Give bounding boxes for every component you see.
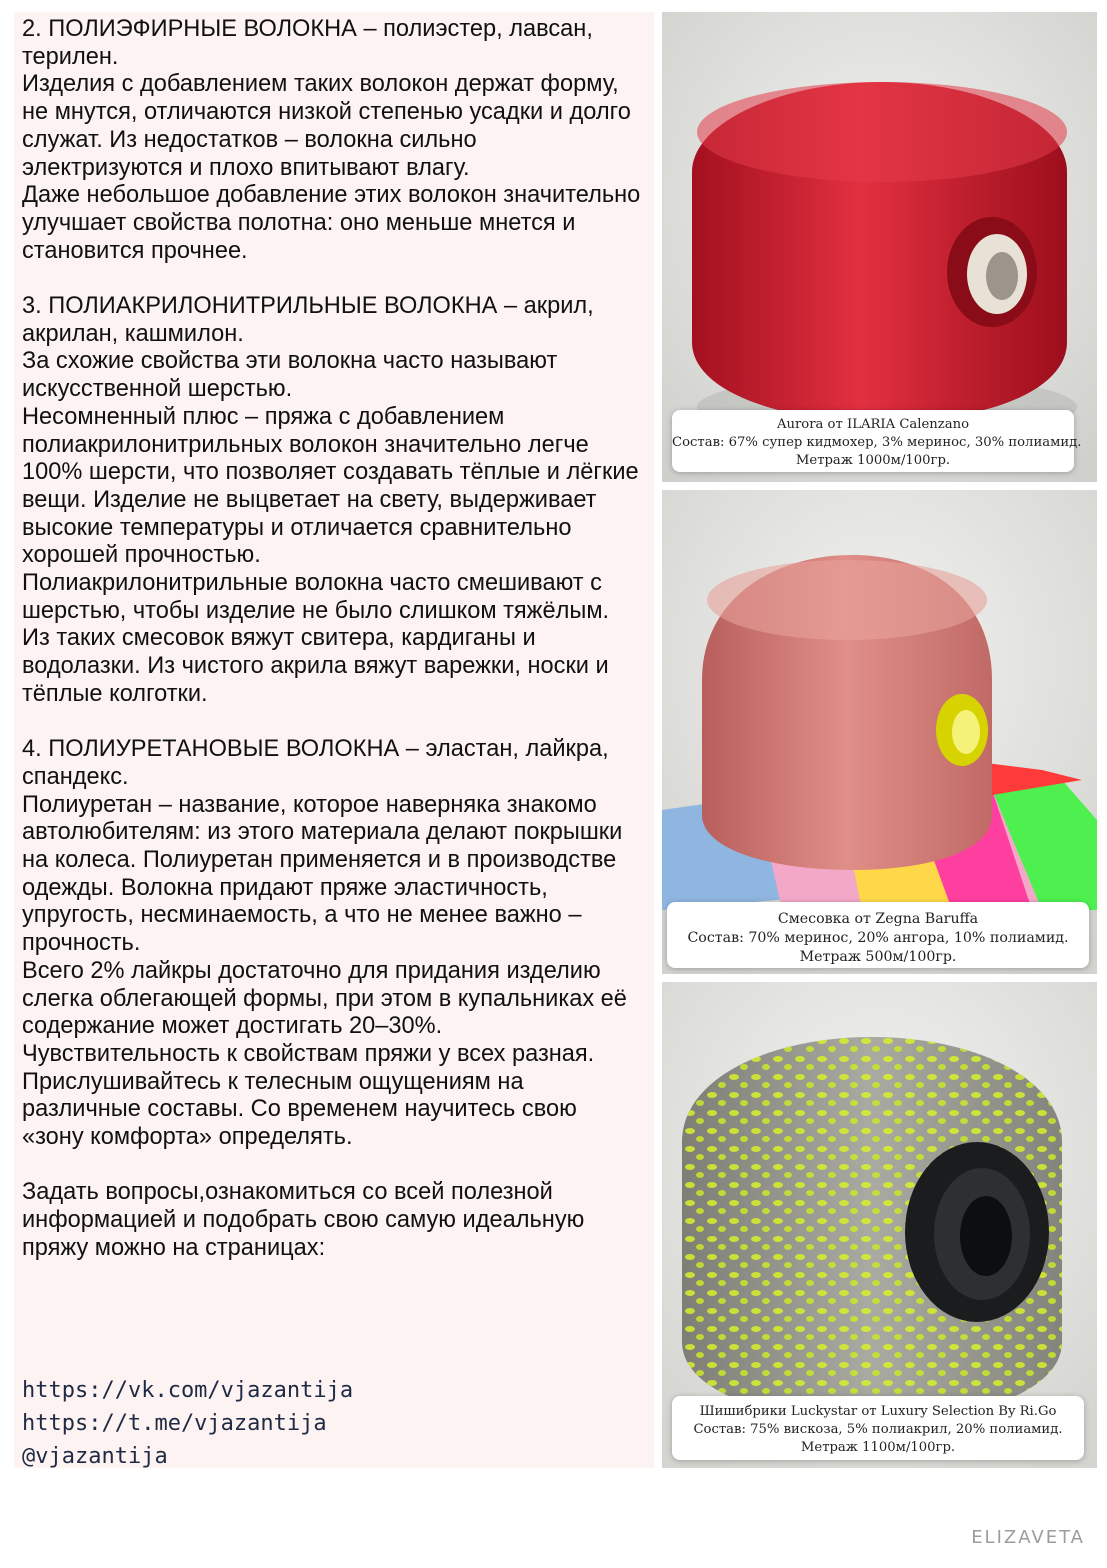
section-2-heading: 2. ПОЛИЭФИРНЫЕ ВОЛОКНА – полиэстер, лавсан, терилен.	[22, 16, 593, 70]
yarn-photo-luckystar	[662, 982, 1097, 1468]
yarn-photo-zegna	[662, 490, 1097, 974]
section-3-heading: 3. ПОЛИАКРИЛОНИТРИЛЬНЫЕ ВОЛОКНА – акрил, акрилан, кашмилон.	[22, 293, 594, 347]
caption-aurora-composition: Состав: 67% супер кидмохер, 3% меринос, 30% полиамид.	[672, 435, 1082, 450]
caption-zegna-name: Смесовка от Zegna Baruffa	[777, 911, 979, 927]
caption-aurora-length: Метраж 1000м/100гр.	[795, 453, 951, 468]
vk-link[interactable]: https://vk.com/vjazantija	[22, 1378, 354, 1403]
article-panel	[14, 12, 654, 1468]
caption-aurora-name: Aurora от ILARIA Calenzano	[776, 417, 970, 432]
caption-luckystar-length: Метраж 1100м/100гр.	[800, 1440, 956, 1455]
caption-zegna-length: Метраж 500м/100гр.	[799, 949, 957, 965]
section-4-paragraph-1: Полиуретан – название, которое наверняка знакомо автолюбителям: из этого материала делают покрышки на колеса. Полиуретан применяется и в производстве одежды. Волокна придают пряже эластичность, упругость, несминаемость, а что не менее важно – прочность.	[22, 791, 623, 957]
section-3-paragraph-1: За схожие свойства эти волокна часто называют искусственной шерстью.	[22, 348, 558, 403]
section-3-paragraph-2: Несомненный плюс – пряжа с добавлением полиакрилонитрильных волокон значительно легче 100% шерсти, что позволяет создавать тёплые и лёгкие вещи. Изделие не выцветает на свету, выдерживает высокие температуры и отличается сравнительно хорошей прочностью.	[22, 403, 639, 569]
section-3-paragraph-3: Полиакрилонитрильные волокна часто смешивают с шерстью, чтобы изделие не было слишком тяжёлым. Из таких смесовок вяжут свитера, кардиганы и водолазки. Из чистого акрила вяжут варежки, носки и тёплые колготки.	[22, 570, 610, 707]
caption-aurora	[672, 410, 1082, 472]
caption-zegna	[667, 902, 1089, 968]
caption-zegna-composition: Состав: 70% меринос, 20% ангора, 10% полиамид.	[687, 930, 1069, 946]
yarn-photo-aurora	[662, 12, 1097, 482]
caption-luckystar	[672, 1396, 1084, 1460]
section-2-paragraph-2: Даже небольшое добавление этих волокон значительно улучшает свойства полотна: оно меньше мнется и становится прочнее.	[22, 182, 641, 264]
social-handle[interactable]: @vjazantija	[22, 1444, 168, 1469]
section-4-heading: 4. ПОЛИУРЕТАНОВЫЕ ВОЛОКНА – эластан, лайкра, спандекс.	[22, 736, 609, 790]
section-4-paragraph-2: Всего 2% лайкры достаточно для придания изделию слегка облегающей формы, при этом в купальниках её содержание может достигать 20–30%.	[22, 957, 627, 1040]
author-signature: ELIZAVETA	[971, 1527, 1085, 1548]
telegram-link[interactable]: https://t.me/vjazantija	[22, 1411, 327, 1436]
article-text	[22, 16, 642, 1263]
caption-luckystar-composition: Состав: 75% вискоза, 5% полиакрил, 20% полиамид.	[693, 1422, 1063, 1437]
caption-luckystar-name: Шишибрики Luckystar от Luxury Selection By Ri.Go	[699, 1404, 1057, 1419]
section-4-paragraph-3: Чувствительность к свойствам пряжи у всех разная. Прислушивайтесь к телесным ощущениям на различные составы. Со временем научитесь свою «зону комфорта» определять.	[22, 1040, 595, 1151]
section-2-paragraph-1: Изделия с добавлением таких волокон держат форму, не мнутся, отличаются низкой степенью усадки и долго служат. Из недостатков – волокна сильно электризуются и плохо впитывают влагу.	[22, 71, 631, 181]
closing-paragraph: Задать вопросы,ознакомиться со всей полезной информацией и подобрать свою самую идеальную пряжу можно на страницах:	[22, 1179, 585, 1261]
contact-links	[22, 1374, 353, 1473]
